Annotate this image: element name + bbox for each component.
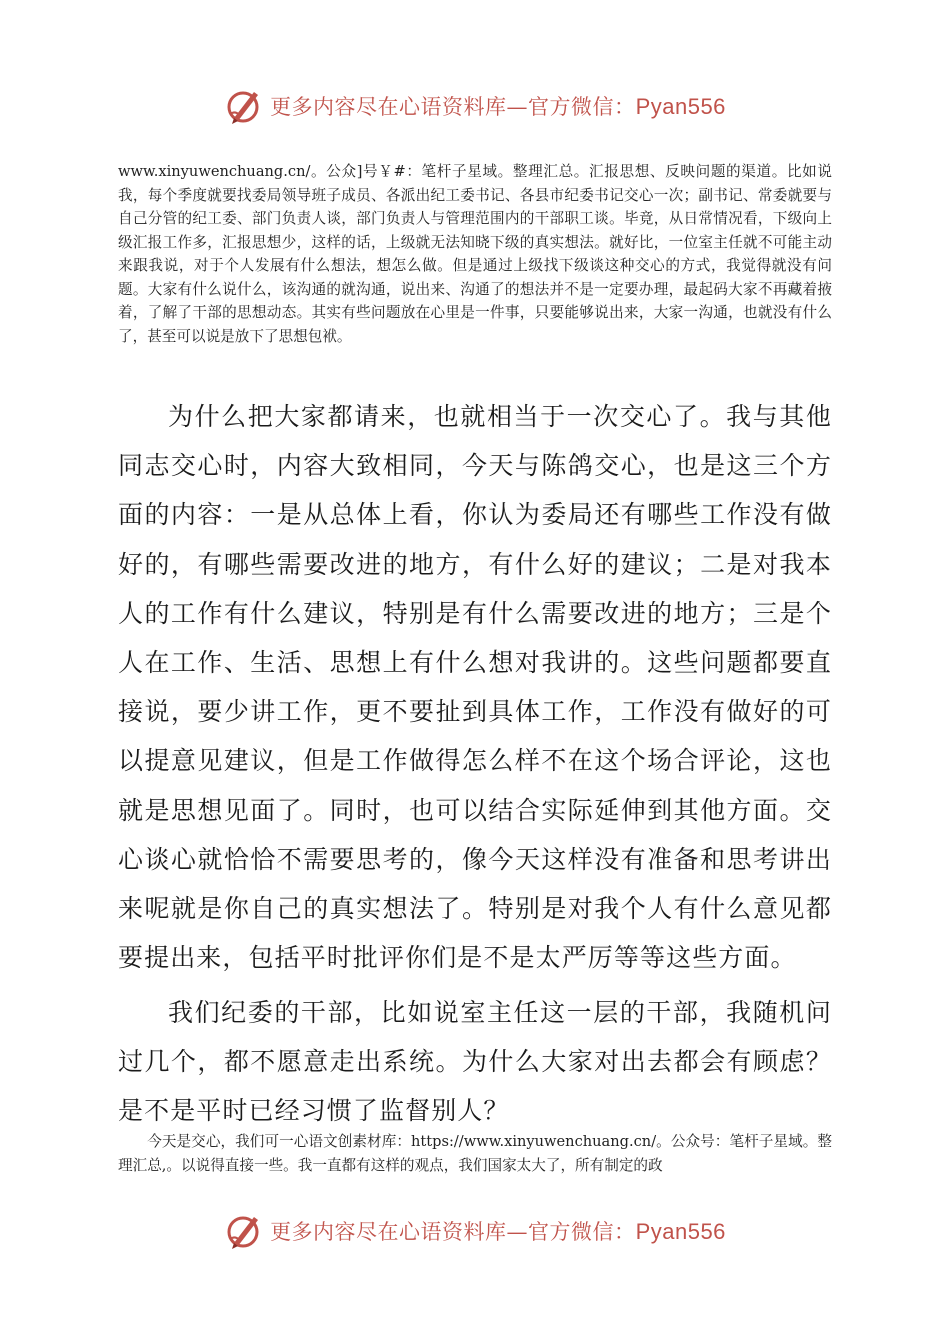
paragraph-2-text: 为什么把大家都请来，也就相当于一次交心了。我与其他同志交心时，内容大致相同，今天与陈鸽交心，也是这三个方面的内容：一是从总体上看，你认为委局还有哪些工作没有做好的，有哪些需要改进的地方，有什么好的建议；二是对我本人的工作有什么建议，特别是有什么需要改进的地方；三是个人在工作、生活、思想上有什么想对我讲的。这些问题都要直接说，要少讲工作，更不要扯到具体工作，工作没有做好的可以提意见建议，但是工作做得怎么样不在这个场合评论，这也就是思想见面了。同时，也可以结合实际延伸到其他方面。交心谈心就恰恰不需要思考的，像今天这样没有准备和思考讲出来呢就是你自己的真实想法了。特别是对我个人有什么意见都要提出来，包括平时批评你们是不是太严厉等等这些方面。 [118,402,832,973]
footer-banner [0,1211,950,1251]
paragraph-4-text: 今天是交心，我们可一心语文创素材库：https://www.xinyuwenchuang.cn/。公众号：笔杆子星域。整理汇总,。以说得直接一些。我一直都有这样的观点，我们国家太大了，所有制定的政 [118,1133,832,1174]
paragraph-main [118,392,832,982]
paragraph-intro [118,160,832,348]
paragraph-3-text: 我们纪委的干部，比如说室主任这一层的干部，我随机问过几个，都不愿意走出系统。为什么大家对出去都会有顾虑？是不是平时已经习惯了监督别人？ [118,998,832,1126]
pen-logo-icon [224,1211,264,1251]
header-text: 更多内容尽在心语资料库—官方微信：Pyan556 [270,94,726,119]
footer-text: 更多内容尽在心语资料库—官方微信：Pyan556 [270,1219,726,1244]
header-wechat-id: Pyan556 [635,94,726,119]
footer-wechat-id: Pyan556 [635,1219,726,1244]
header-banner [0,86,950,126]
paragraph-1-text: www.xinyuwenchuang.cn/。公众]号￥#：笔杆子星域。整理汇总。汇报思想、反映问题的渠道。比如说我，每个季度就要找委局领导班子成员、各派出纪工委书记、各县市纪委书记交心一次；副书记、常委就要与自己分管的纪工委、部门负责人谈，部门负责人与管理范围内的干部职工谈。毕竟，从日常情况看，下级向上级汇报工作多，汇报思想少，这样的话，上级就无法知晓下级的真实想法。就好比，一位室主任就不可能主动来跟我说，对于个人发展有什么想法，想怎么做。但是通过上级找下级谈这种交心的方式，我觉得就没有问题。大家有什么说什么，该沟通的就沟通，说出来、沟通了的想法并不是一定要办理，最起码大家不再藏着掖着，了解了干部的思想动态。其实有些问题放在心里是一件事，只要能够说出来，大家一沟通，也就没有什么了，甚至可以说是放下了思想包袱。 [118,163,832,345]
paragraph-closing [118,1130,832,1177]
paragraph-question [118,988,832,1136]
pen-logo-icon [224,86,264,126]
